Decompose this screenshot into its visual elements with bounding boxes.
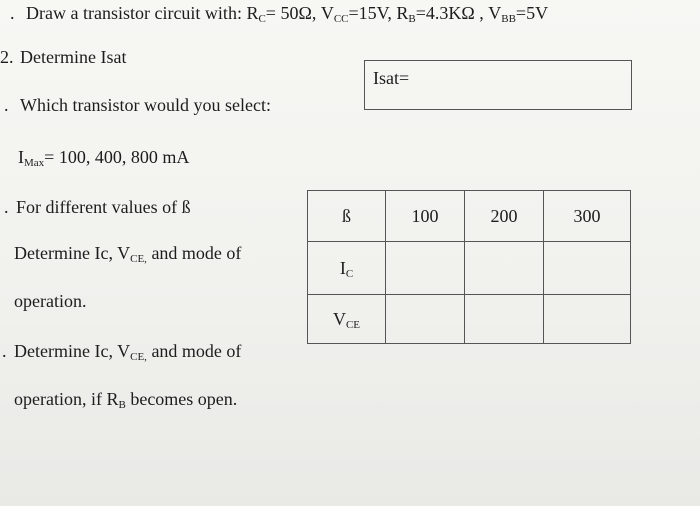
beta-table (307, 190, 631, 344)
table-row-vce (308, 295, 631, 344)
vce-answer-cell[interactable] (386, 295, 465, 344)
ic-answer-cell[interactable] (465, 242, 544, 295)
q1-text: Draw a transistor circuit with: $R_C= 50\Omega$, $V_{CC}=15V$, $R_B=4.3K\Omega$ , $V_{BB}=5V$ (26, 3, 549, 25)
q4-text: For different values of ß (16, 197, 191, 217)
q4-line2: Determine Ic, $V_{CE,}$ and mode of (14, 243, 242, 265)
beta-value-cell: 300 (544, 191, 631, 242)
ic-header-cell: $I_C$ (308, 242, 386, 295)
table-row-beta (308, 191, 631, 242)
isat-label: Isat= (373, 68, 410, 88)
imax-text: $I_{Max}= 100$, 400, 800 mA (18, 147, 190, 169)
beta-value-cell: 100 (386, 191, 465, 242)
table-row-ic (308, 242, 631, 295)
q3-bullet: . (4, 95, 9, 115)
ic-answer-cell[interactable] (386, 242, 465, 295)
q2-text: Determine Isat (20, 47, 127, 67)
q5-line1: Determine Ic, $V_{CE,}$ and mode of (14, 341, 242, 363)
vce-answer-cell[interactable] (465, 295, 544, 344)
q4-line3: operation. (14, 291, 87, 311)
q3-text: Which transistor would you select: (20, 95, 271, 115)
q5-bullet: . (2, 341, 7, 361)
beta-value-cell: 200 (465, 191, 544, 242)
isat-answer-box[interactable] (364, 60, 632, 110)
ic-answer-cell[interactable] (544, 242, 631, 295)
vce-header-cell: $V_{CE}$ (308, 295, 386, 344)
q4-bullet: . (4, 197, 9, 217)
q1-bullet: . (10, 3, 15, 23)
q5-line2: operation, if $R_B$ becomes open. (14, 389, 238, 411)
beta-header-cell: ß (308, 191, 386, 242)
q2-bullet: 2. (0, 47, 14, 67)
vce-answer-cell[interactable] (544, 295, 631, 344)
